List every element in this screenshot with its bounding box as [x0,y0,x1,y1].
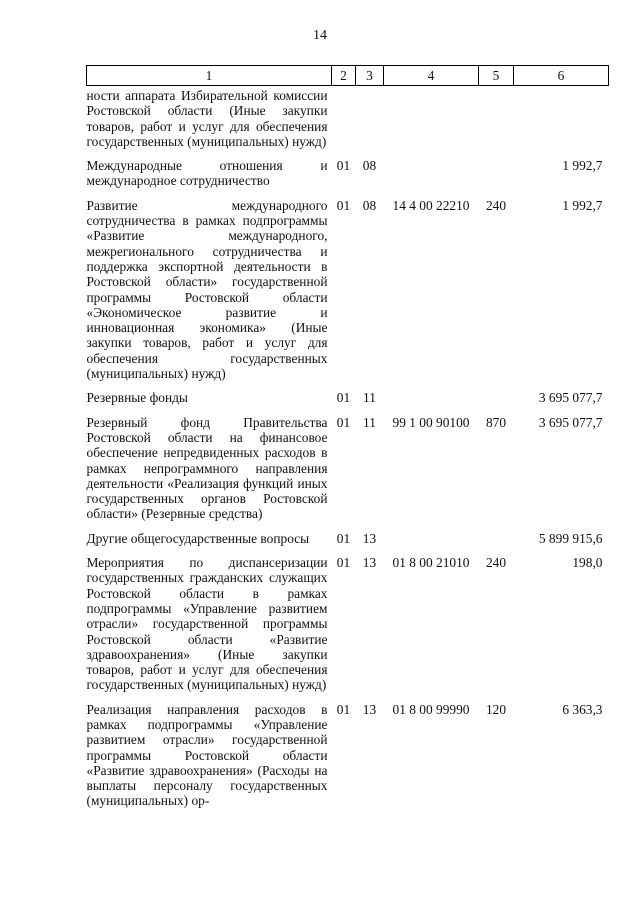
row-target-code: 99 1 00 90100 [392,414,470,430]
row-section: 01 [336,530,351,546]
row-amount: 1 992,7 [562,197,603,213]
row-expense-type [479,531,514,555]
row-section: 01 [336,701,351,717]
row-section: 01 [336,197,351,213]
row-description: Мероприятия по диспансеризации государственных гражданских служащих Ростовской области в рамках подпрограммы «Управление развитием отрасли» государственной программы Ростовской области «Развитие здравоохранения» (Иные закупки товаров, работ и услуг для обеспечения государственных (муниципальных) нужд) [86,555,328,693]
row-target-code [384,86,479,159]
row-target-code: 14 4 00 22210 [392,197,470,213]
row-description: Реализация направления расходов в рамках подпрограммы «Управление развитием отрасли» государственной программы Ростовской области «Развитие здравоохранения» (Расходы на выплаты персоналу государственных (муниципальных) ор- [86,701,328,809]
table-row [87,555,609,702]
budget-table [86,65,609,818]
row-section [332,86,356,159]
row-amount [514,86,609,159]
row-section: 01 [336,555,351,571]
table-row [87,531,609,555]
header-col-6: 6 [514,66,609,86]
row-description: Резервный фонд Правительства Ростовской области на финансовое обеспечение непредвиденных расходов в рамках непрограммного направления деятельности «Реализация функций иных государственных органов Ростовской области» (Резервные средства) [86,414,328,522]
row-target-code: 01 8 00 99990 [392,701,470,717]
row-target-code [384,390,479,414]
row-description: Другие общегосударственные вопросы [86,530,310,546]
row-section: 01 [336,414,351,430]
row-amount: 1 992,7 [562,158,603,174]
row-expense-type: 240 [485,555,507,571]
row-amount: 3 695 077,7 [538,390,603,406]
row-expense-type [479,158,514,198]
table-row [87,702,609,818]
row-target-code: 01 8 00 21010 [392,555,470,571]
row-target-code [384,531,479,555]
row-section: 01 [336,390,351,406]
table-row [87,86,609,159]
header-col-5: 5 [479,66,514,86]
row-amount: 6 363,3 [562,701,603,717]
row-subsection: 13 [362,530,377,546]
page-number: 14 [313,28,327,43]
row-subsection: 13 [362,701,377,717]
row-expense-type: 120 [485,701,507,717]
header-col-2: 2 [332,66,356,86]
table-header-row [87,66,609,86]
header-col-4: 4 [384,66,479,86]
header-col-3: 3 [356,66,384,86]
row-expense-type [479,86,514,159]
row-expense-type: 240 [485,197,507,213]
table-row [87,198,609,391]
row-description: Резервные фонды [86,390,188,406]
row-subsection: 08 [362,158,377,174]
row-description: ности аппарата Избирательной комиссии Ростовской области (Иные закупки товаров, работ и услуг для обеспечения государственных (муниципальных) нужд) [86,88,328,149]
row-section: 01 [336,158,351,174]
table-row [87,158,609,198]
table-row [87,390,609,414]
table-row [87,415,609,531]
row-subsection: 13 [362,555,377,571]
header-col-1: 1 [87,66,332,86]
row-target-code [384,158,479,198]
row-subsection: 11 [363,414,376,430]
row-amount: 3 695 077,7 [538,414,603,430]
row-description: Международные отношения и международное сотрудничество [86,158,328,189]
row-amount: 198,0 [572,555,603,571]
row-description: Развитие международного сотрудничества в рамках подпрограммы «Развитие международного, межрегионального сотрудничества и поддержка экспортной деятельности в Ростовской области» государственной программы Ростовской области «Экономическое развитие и инновационная экономика» (Иные закупки товаров, работ и услуг для обеспечения государственных (муниципальных) нужд) [86,197,328,382]
row-expense-type [479,390,514,414]
row-subsection: 11 [363,390,376,406]
row-expense-type: 870 [485,414,507,430]
row-subsection: 08 [362,197,377,213]
row-subsection [356,86,384,159]
row-amount: 5 899 915,6 [538,530,603,546]
